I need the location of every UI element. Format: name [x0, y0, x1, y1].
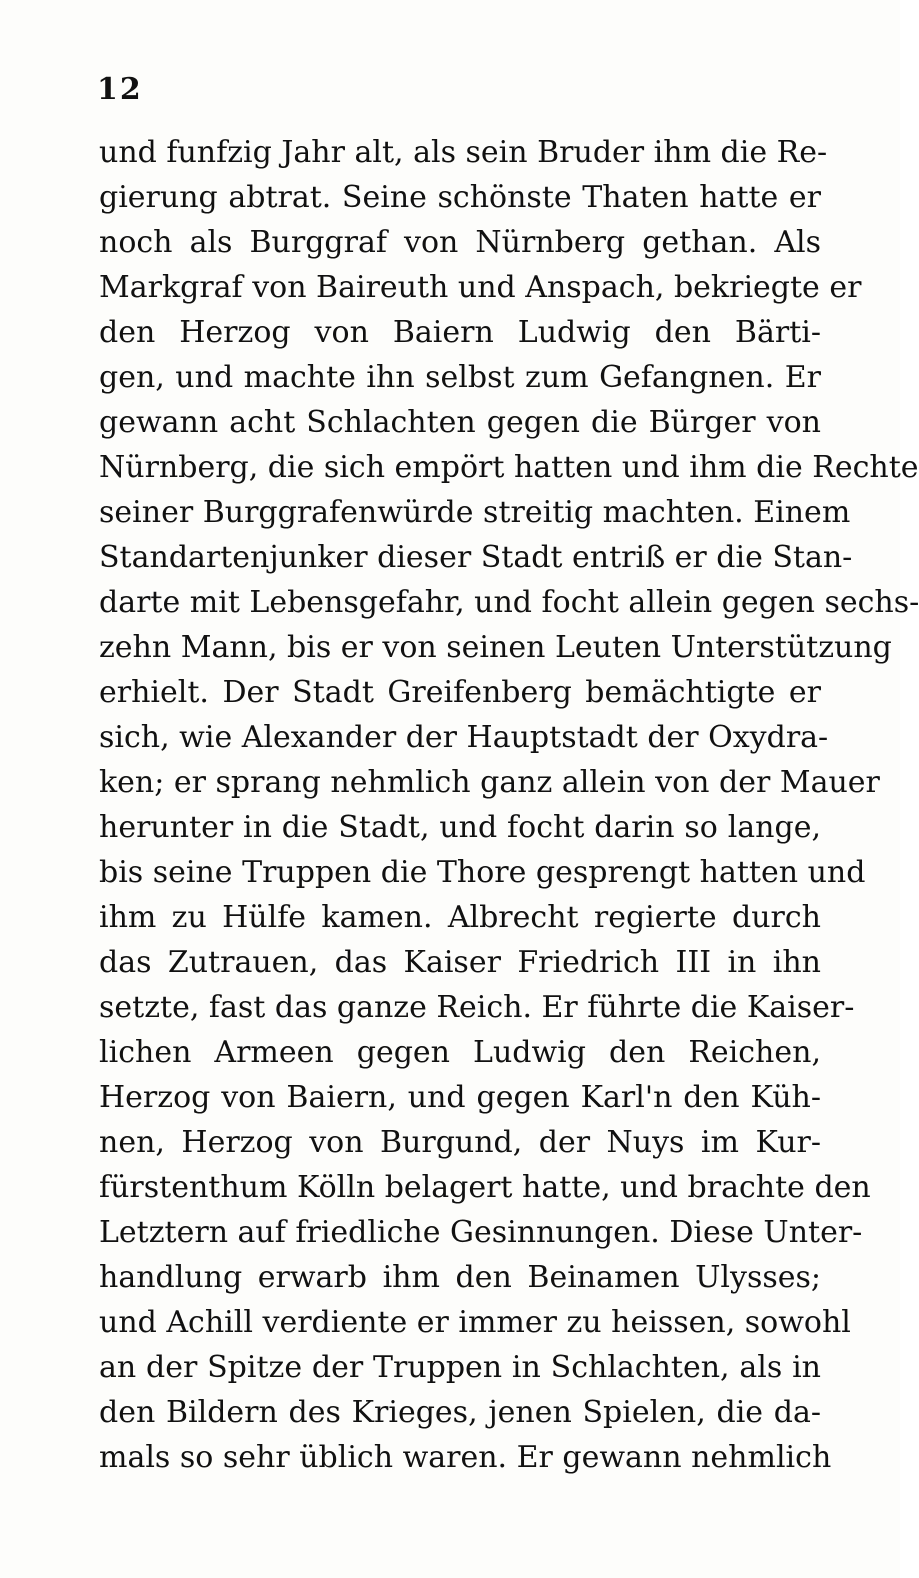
- text-line: Herzog von Baiern, und gegen Karl'n den Küh-: [99, 1080, 821, 1115]
- text-line: setzte, fast das ganze Reich. Er führte die Kaiser-: [99, 990, 855, 1025]
- text-line: sich, wie Alexander der Hauptstadt der Oxydra-: [99, 720, 829, 755]
- text-line: erhielt. Der Stadt Greifenberg bemächtigte er: [99, 675, 821, 710]
- text-line: herunter in die Stadt, und focht darin so lange,: [99, 810, 821, 845]
- text-line: ken; er sprang nehmlich ganz allein von der Mauer: [99, 765, 880, 800]
- text-line: den Herzog von Baiern Ludwig den Bärti-: [99, 315, 821, 350]
- text-line: Markgraf von Baireuth und Anspach, bekriegte er: [99, 270, 862, 305]
- text-line: noch als Burggraf von Nürnberg gethan. Als: [99, 225, 821, 260]
- text-line: lichen Armeen gegen Ludwig den Reichen,: [99, 1035, 821, 1070]
- text-line: darte mit Lebensgefahr, und focht allein gegen sechs-: [99, 585, 919, 620]
- text-line: Nürnberg, die sich empört hatten und ihm die Rechte: [99, 450, 919, 485]
- text-line: zehn Mann, bis er von seinen Leuten Unterstützung: [99, 630, 892, 665]
- text-line: gierung abtrat. Seine schönste Thaten hatte er: [99, 180, 821, 215]
- text-line: gewann acht Schlachten gegen die Bürger von: [99, 405, 821, 440]
- text-line: an der Spitze der Truppen in Schlachten, als in: [99, 1350, 821, 1385]
- text-line: fürstenthum Kölln belagert hatte, und brachte den: [99, 1170, 871, 1205]
- text-line: seiner Burggrafenwürde streitig machten. Einem: [99, 495, 851, 530]
- text-line: und funfzig Jahr alt, als sein Bruder ihm die Re-: [99, 135, 828, 170]
- text-line: handlung erwarb ihm den Beinamen Ulysses;: [99, 1260, 821, 1295]
- text-line: Standartenjunker dieser Stadt entriß er die Stan-: [99, 540, 853, 575]
- text-line: ihm zu Hülfe kamen. Albrecht regierte durch: [99, 900, 821, 935]
- text-line: und Achill verdiente er immer zu heissen, sowohl: [99, 1305, 851, 1340]
- page-number: 12: [97, 72, 143, 107]
- text-line: den Bildern des Krieges, jenen Spielen, die da-: [99, 1395, 821, 1430]
- text-line: nen, Herzog von Burgund, der Nuys im Kur-: [99, 1125, 821, 1160]
- text-line: Letztern auf friedliche Gesinnungen. Diese Unter-: [99, 1215, 863, 1250]
- body-text: [99, 130, 919, 1480]
- text-line: das Zutrauen, das Kaiser Friedrich III in ihn: [99, 945, 821, 980]
- text-line: bis seine Truppen die Thore gesprengt hatten und: [99, 855, 866, 890]
- text-line: gen, und machte ihn selbst zum Gefangnen. Er: [99, 360, 821, 395]
- text-line: mals so sehr üblich waren. Er gewann nehmlich: [99, 1440, 832, 1475]
